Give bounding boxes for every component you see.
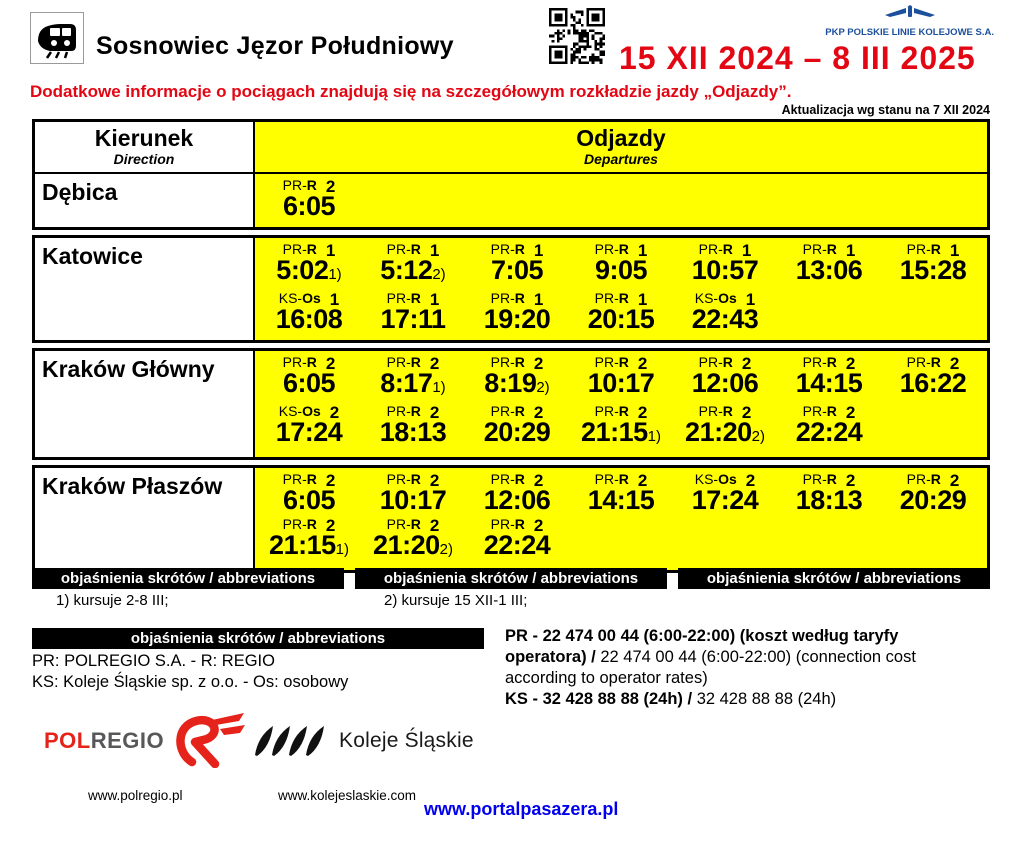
- carrier-code: PR-R: [490, 516, 525, 532]
- track-number: 1: [637, 290, 648, 309]
- pkp-eagle-icon: [884, 5, 936, 21]
- departure-cell: [361, 403, 465, 450]
- departure-time: 19:20: [483, 304, 551, 334]
- legend-line-ks: KS: Koleje Śląskie sp. z o.o. - Os: osobowy: [32, 673, 349, 691]
- departure-cell: [569, 471, 673, 514]
- track-number: 2: [745, 471, 756, 490]
- direction-column-header: [35, 122, 255, 172]
- departure-time: 14:15: [795, 368, 863, 398]
- koleje-slaskie-mark-icon: [255, 724, 329, 758]
- carrier-code: KS-Os: [694, 471, 737, 487]
- track-number: 2: [429, 516, 440, 535]
- timetable: [32, 119, 990, 578]
- footnote-1: 1) kursuje 2-8 III;: [56, 592, 169, 609]
- portal-pasazera-link[interactable]: www.portalpasazera.pl: [424, 799, 619, 819]
- track-number: 1: [533, 241, 544, 260]
- track-number: 2: [949, 354, 960, 373]
- departure-cell: [777, 354, 881, 401]
- carrier-code: PR-R: [490, 471, 525, 487]
- koleje-slaskie-name: Koleje Śląskie: [339, 729, 474, 752]
- departure-cell: [777, 471, 881, 514]
- qr-code: [549, 8, 605, 64]
- departure-cell: [257, 471, 361, 514]
- departure-line: [257, 471, 987, 514]
- direction-block: [32, 348, 990, 460]
- departure-cell: [569, 403, 673, 450]
- departure-time: 21:202): [373, 530, 453, 560]
- departure-cell: [569, 290, 673, 333]
- footnote-marker: 1): [328, 266, 342, 283]
- departure-cell: [881, 241, 985, 288]
- contact-ks-bold: KS - 32 428 88 88 (24h) /: [505, 690, 693, 708]
- track-number: 1: [637, 241, 648, 260]
- departure-line: [257, 403, 987, 450]
- departure-time: 10:57: [691, 255, 759, 285]
- carrier-code: PR-R: [802, 241, 837, 257]
- departure-time: 6:05: [282, 368, 336, 398]
- track-number: 2: [533, 403, 544, 422]
- validity-dates: 15 XII 2024 – 8 III 2025: [619, 40, 976, 76]
- track-number: 1: [429, 241, 440, 260]
- departure-time: 5:021): [276, 255, 342, 285]
- departure-time: 9:05: [594, 255, 648, 285]
- track-number: 2: [741, 403, 752, 422]
- direction-name: Kraków Główny: [35, 351, 255, 457]
- track-number: 2: [325, 471, 336, 490]
- carrier-code: PR-R: [386, 516, 421, 532]
- track-number: 2: [845, 471, 856, 490]
- update-note: Aktualizacja wg stanu na 7 XII 2024: [781, 103, 990, 117]
- contact-pr-bold: PR - 22 474 00 44 (6:00-22:00) (koszt według taryfy operatora) /: [505, 627, 899, 666]
- departure-time: 22:24: [483, 530, 551, 560]
- carrier-code: PR-R: [490, 403, 525, 419]
- footnote-marker: 1): [335, 541, 349, 558]
- direction-name: Katowice: [35, 238, 255, 340]
- carrier-code: PR-R: [698, 354, 733, 370]
- departure-cell: [465, 241, 569, 288]
- departure-time: 17:11: [380, 304, 446, 334]
- carrier-code: PR-R: [802, 403, 837, 419]
- polregio-logo-text: [44, 728, 164, 754]
- carrier-code: PR-R: [282, 516, 317, 532]
- track-number: 2: [637, 471, 648, 490]
- legend-bar: objaśnienia skrótów / abbreviations: [32, 628, 484, 649]
- departure-cell: [465, 516, 569, 563]
- carrier-code: PR-R: [282, 177, 317, 193]
- departure-time: 16:22: [899, 368, 967, 398]
- direction-header-en: Direction: [113, 151, 175, 167]
- carrier-code: PR-R: [490, 354, 525, 370]
- carrier-code: PR-R: [386, 354, 421, 370]
- track-number: 2: [325, 516, 336, 535]
- notice-text: Dodatkowe informacje o pociągach znajdują się na szczegółowym rozkładzie jazdy „Odjazdy”.: [30, 82, 792, 101]
- track-number: 1: [949, 241, 960, 260]
- departure-time: 21:202): [685, 417, 765, 447]
- abbreviations-bar-1: objaśnienia skrótów / abbreviations: [32, 568, 344, 589]
- departure-cell: [881, 471, 985, 514]
- polregio-logo: [44, 714, 246, 768]
- track-number: 2: [329, 403, 340, 422]
- track-number: 1: [745, 290, 756, 309]
- departure-cell: [569, 354, 673, 401]
- legend-line-pr: PR: POLREGIO S.A. - R: REGIO: [32, 652, 275, 670]
- departure-cell: [777, 403, 881, 450]
- departure-line: [257, 290, 987, 333]
- contact-pr: [505, 626, 957, 689]
- departures-area: [255, 174, 987, 227]
- polregio-mark-icon: [170, 710, 246, 768]
- carrier-code: PR-R: [698, 403, 733, 419]
- carrier-code: PR-R: [282, 471, 317, 487]
- direction-row: [35, 468, 987, 570]
- departure-time: 17:24: [691, 485, 759, 515]
- departure-time: 15:28: [899, 255, 967, 285]
- departure-cell: [465, 290, 569, 333]
- departure-time: 18:13: [795, 485, 863, 515]
- carrier-code: PR-R: [698, 241, 733, 257]
- direction-header-pl: Kierunek: [94, 125, 194, 151]
- train-icon: [30, 12, 84, 64]
- departure-time: 21:151): [581, 417, 661, 447]
- abbreviations-bar-3: objaśnienia skrótów / abbreviations: [678, 568, 990, 589]
- direction-row: [35, 351, 987, 457]
- carrier-code: KS-Os: [278, 403, 321, 419]
- departure-cell: [257, 177, 361, 220]
- carrier-code: PR-R: [490, 241, 525, 257]
- departure-time: 21:151): [269, 530, 349, 560]
- departure-cell: [361, 241, 465, 288]
- departures-area: [255, 351, 987, 457]
- departure-cell: [673, 471, 777, 514]
- departure-time: 8:171): [380, 368, 446, 398]
- departure-time: 20:29: [483, 417, 551, 447]
- departure-time: 16:08: [275, 304, 343, 334]
- carrier-code: PR-R: [386, 241, 421, 257]
- departure-time: 17:24: [275, 417, 343, 447]
- departure-time: 6:05: [282, 485, 336, 515]
- legend-lines: [32, 651, 348, 693]
- koleje-slaskie-url: www.kolejeslaskie.com: [278, 788, 417, 803]
- track-number: 1: [429, 290, 440, 309]
- departure-cell: [361, 516, 465, 563]
- departure-cell: [361, 290, 465, 333]
- carrier-code: PR-R: [802, 471, 837, 487]
- track-number: 2: [325, 354, 336, 373]
- departures-header-pl: Odjazdy: [576, 125, 666, 151]
- departure-time: 20:29: [899, 485, 967, 515]
- direction-row: [35, 172, 987, 227]
- footnote-marker: 2): [432, 266, 446, 283]
- departures-header-en: Departures: [584, 151, 658, 167]
- footnote-marker: 2): [751, 428, 765, 445]
- contact-pr-regular: 22 474 00 44 (6:00-22:00) (connection cost according to operator rates): [505, 648, 916, 687]
- station-name: Sosnowiec Jęzor Południowy: [96, 32, 454, 60]
- departure-cell: [673, 290, 777, 333]
- carrier-code: PR-R: [282, 354, 317, 370]
- departure-cell: [257, 354, 361, 401]
- footnote-marker: 2): [439, 541, 453, 558]
- footnote-marker: 1): [647, 428, 661, 445]
- departure-cell: [465, 354, 569, 401]
- contact-info: [505, 626, 957, 710]
- carrier-code: PR-R: [906, 471, 941, 487]
- track-number: 2: [637, 354, 648, 373]
- track-number: 2: [533, 354, 544, 373]
- direction-block: [32, 465, 990, 573]
- footnote-2: 2) kursuje 15 XII-1 III;: [384, 592, 528, 609]
- table-header-row: [35, 122, 987, 172]
- track-number: 2: [741, 354, 752, 373]
- departure-time: 5:122): [380, 255, 446, 285]
- abbreviations-bar-2: objaśnienia skrótów / abbreviations: [355, 568, 667, 589]
- direction-row: [35, 238, 987, 340]
- carrier-code: PR-R: [906, 354, 941, 370]
- departure-cell: [257, 241, 361, 288]
- departure-cell: [465, 403, 569, 450]
- departure-cell: [673, 403, 777, 450]
- carrier-code: PR-R: [594, 241, 629, 257]
- departures-area: [255, 238, 987, 340]
- departure-time: 12:06: [483, 485, 551, 515]
- departure-cell: [361, 471, 465, 514]
- departure-cell: [257, 516, 361, 563]
- polregio-pol: POL: [44, 728, 91, 753]
- departures-column-header: [255, 122, 987, 172]
- track-number: 2: [533, 516, 544, 535]
- direction-name: Dębica: [35, 174, 255, 227]
- track-number: 1: [845, 241, 856, 260]
- departure-time: 10:17: [379, 485, 447, 515]
- departure-time: 10:17: [587, 368, 655, 398]
- contact-ks-regular: 32 428 88 88 (24h): [692, 690, 837, 708]
- departure-time: 22:43: [691, 304, 759, 334]
- track-number: 1: [741, 241, 752, 260]
- departure-time: 12:06: [691, 368, 759, 398]
- carrier-code: PR-R: [594, 403, 629, 419]
- footnote-marker: 2): [536, 379, 550, 396]
- departure-cell: [569, 241, 673, 288]
- carrier-code: PR-R: [906, 241, 941, 257]
- departure-line: [257, 354, 987, 401]
- carrier-code: PR-R: [594, 354, 629, 370]
- contact-ks: [505, 689, 957, 710]
- departure-cell: [257, 403, 361, 450]
- carrier-code: KS-Os: [694, 290, 737, 306]
- table-header-block: [32, 119, 990, 230]
- departure-time: 22:24: [795, 417, 863, 447]
- track-number: 2: [429, 471, 440, 490]
- track-number: 1: [329, 290, 340, 309]
- departure-cell: [361, 354, 465, 401]
- departure-time: 18:13: [379, 417, 447, 447]
- departure-line: [257, 177, 987, 220]
- footnote-marker: 1): [432, 379, 446, 396]
- track-number: 2: [845, 403, 856, 422]
- carrier-code: PR-R: [802, 354, 837, 370]
- departure-cell: [777, 241, 881, 288]
- carrier-code: PR-R: [386, 290, 421, 306]
- carrier-code: PR-R: [490, 290, 525, 306]
- carrier-code: PR-R: [282, 241, 317, 257]
- direction-block: [32, 235, 990, 343]
- track-number: 2: [845, 354, 856, 373]
- departure-time: 7:05: [490, 255, 544, 285]
- pkp-logo: [825, 5, 994, 38]
- departure-time: 8:192): [484, 368, 550, 398]
- pkp-logo-text: PKP POLSKIE LINIE KOLEJOWE S.A.: [825, 27, 994, 38]
- departure-line: [257, 516, 987, 563]
- departure-time: 6:05: [282, 191, 336, 221]
- departure-cell: [673, 241, 777, 288]
- carrier-code: PR-R: [386, 471, 421, 487]
- track-number: 2: [429, 354, 440, 373]
- track-number: 1: [325, 241, 336, 260]
- track-number: 2: [325, 177, 336, 196]
- koleje-slaskie-logo: [255, 724, 474, 758]
- direction-name: Kraków Płaszów: [35, 468, 255, 570]
- departure-cell: [257, 290, 361, 333]
- polregio-regio: REGIO: [90, 728, 165, 753]
- departure-cell: [881, 354, 985, 401]
- track-number: 2: [429, 403, 440, 422]
- departures-area: [255, 468, 987, 570]
- departure-cell: [465, 471, 569, 514]
- carrier-code: PR-R: [594, 290, 629, 306]
- track-number: 2: [533, 471, 544, 490]
- departure-time: 13:06: [795, 255, 863, 285]
- carrier-code: PR-R: [594, 471, 629, 487]
- departure-line: [257, 241, 987, 288]
- departure-time: 14:15: [587, 485, 655, 515]
- track-number: 1: [533, 290, 544, 309]
- departure-cell: [673, 354, 777, 401]
- track-number: 2: [637, 403, 648, 422]
- carrier-code: KS-Os: [278, 290, 321, 306]
- abbreviation-bars: [32, 568, 990, 589]
- departure-time: 20:15: [587, 304, 655, 334]
- carrier-code: PR-R: [386, 403, 421, 419]
- polregio-url: www.polregio.pl: [88, 788, 183, 803]
- track-number: 2: [949, 471, 960, 490]
- train-icon-svg: [35, 16, 79, 60]
